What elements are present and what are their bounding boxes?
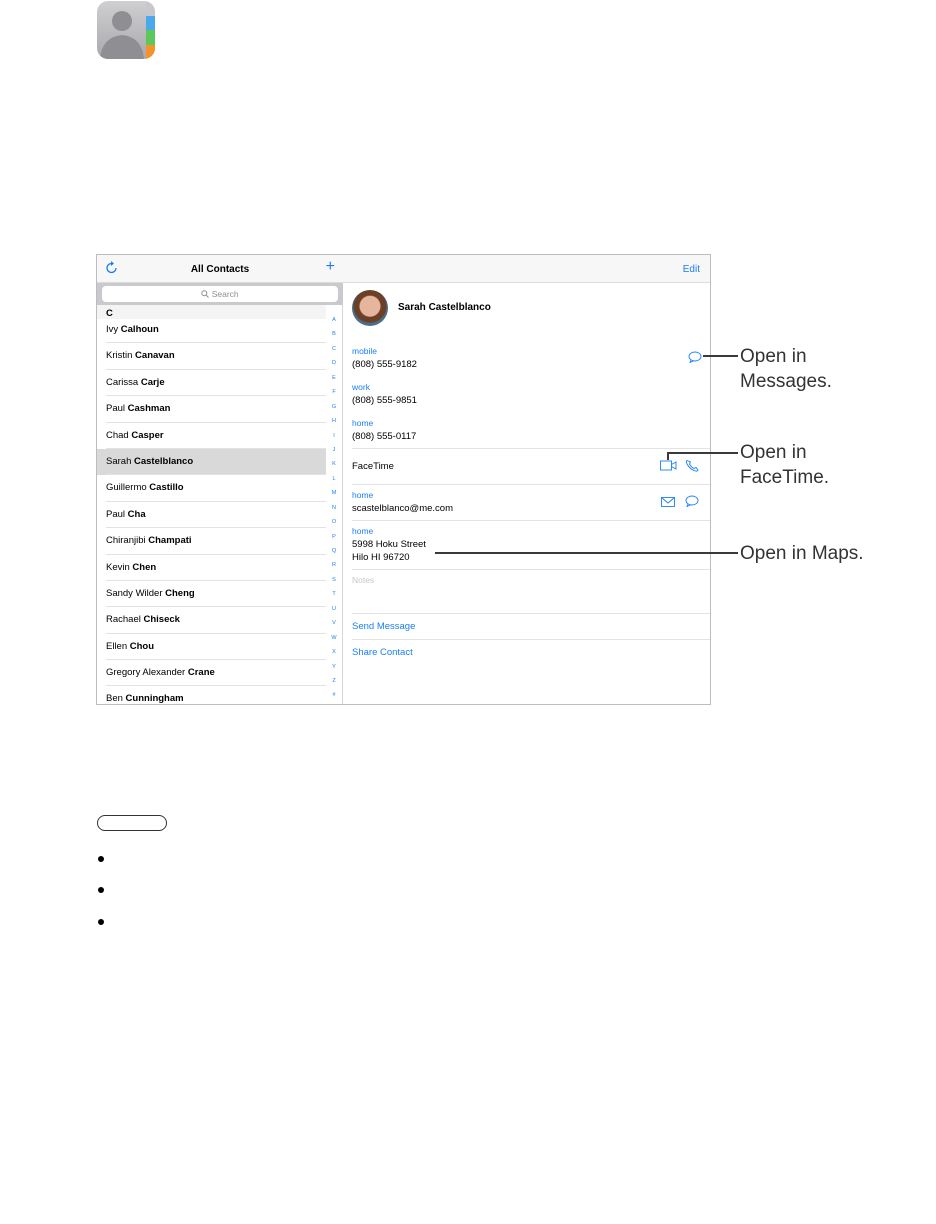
email-value[interactable]: scastelblanco@me.com: [352, 503, 453, 514]
contact-row[interactable]: [97, 555, 326, 581]
bullet-point: [98, 919, 104, 925]
index-letter[interactable]: X: [332, 649, 336, 656]
share-contact-button[interactable]: Share Contact: [352, 647, 413, 658]
contact-row[interactable]: [97, 686, 326, 705]
address-line2[interactable]: Hilo HI 96720: [352, 552, 410, 563]
contact-last-name: Champati: [148, 535, 192, 547]
contact-last-name: Calhoun: [120, 324, 159, 335]
contact-first-name: Carissa: [106, 376, 139, 388]
edit-button[interactable]: Edit: [682, 264, 700, 275]
callout-leader-facetime: [667, 452, 738, 454]
index-letter[interactable]: J: [332, 446, 336, 453]
callout-leader-messages: [703, 355, 738, 357]
send-message-button[interactable]: Send Message: [352, 621, 416, 632]
note-pill: [97, 815, 167, 831]
index-letter[interactable]: V: [332, 620, 336, 627]
contact-detail-pane: [343, 255, 711, 705]
phone-value-work[interactable]: (808) 555-9851: [352, 395, 417, 406]
contact-row[interactable]: [97, 607, 326, 633]
bullet-point: [98, 887, 104, 893]
contact-last-name: Cashman: [127, 403, 171, 415]
index-letter[interactable]: R: [332, 562, 336, 569]
tab-color: [146, 45, 155, 60]
contacts-app-icon: [97, 1, 155, 59]
index-letter[interactable]: C: [332, 345, 336, 352]
detail-header: [343, 255, 711, 283]
contacts-screenshot: [96, 254, 711, 705]
contact-first-name: Chad: [106, 429, 129, 441]
contact-rows: [97, 317, 326, 705]
search-bar: [97, 283, 343, 305]
tab-color: [146, 1, 155, 16]
message-bubble-icon[interactable]: [685, 495, 699, 507]
tab-color: [146, 30, 155, 45]
phone-value-home[interactable]: (808) 555-0117: [352, 431, 417, 442]
add-contact-button[interactable]: +: [325, 258, 335, 275]
index-letter[interactable]: S: [332, 576, 336, 583]
search-input[interactable]: [102, 286, 338, 302]
section-header: C: [97, 305, 326, 319]
index-letter[interactable]: Z: [332, 677, 336, 684]
index-letter[interactable]: T: [332, 591, 336, 598]
contact-last-name: Casper: [131, 429, 164, 441]
index-letter[interactable]: M: [331, 490, 337, 497]
notes-field[interactable]: Notes: [352, 575, 375, 585]
search-icon: [201, 290, 209, 298]
callout-facetime-line2: FaceTime.: [740, 467, 830, 488]
phone-label-mobile: mobile: [352, 346, 378, 356]
callout-messages-line1: Open in: [740, 346, 807, 367]
divider: [352, 448, 711, 449]
index-letter[interactable]: N: [332, 504, 336, 511]
list-header: [97, 255, 343, 283]
contact-last-name: Chen: [132, 561, 157, 573]
callout-facetime: [740, 440, 829, 490]
index-letter[interactable]: G: [331, 403, 337, 410]
index-letter[interactable]: Q: [331, 548, 337, 554]
facetime-label: FaceTime: [352, 461, 394, 472]
contacts-list-pane: [97, 255, 343, 705]
tab-color: [146, 16, 155, 31]
contact-row[interactable]: [97, 396, 326, 422]
index-letter[interactable]: A: [332, 317, 336, 323]
alphabet-index[interactable]: [328, 313, 340, 703]
contact-first-name: Chiranjibi: [106, 535, 146, 547]
app-icon-tabs: [146, 1, 155, 59]
contact-row[interactable]: [97, 581, 326, 607]
index-letter[interactable]: U: [332, 605, 336, 612]
index-letter[interactable]: Y: [332, 663, 336, 670]
phone-icon[interactable]: [685, 459, 699, 472]
divider: [352, 569, 711, 570]
contact-first-name: Sarah: [106, 455, 132, 467]
divider: [352, 639, 711, 640]
contact-first-name: Paul: [106, 403, 126, 415]
contact-row[interactable]: [97, 343, 326, 369]
address-label: home: [352, 526, 374, 536]
index-letter[interactable]: L: [332, 475, 336, 482]
callout-messages-line2: Messages.: [740, 371, 832, 392]
contact-last-name: Chou: [129, 640, 155, 652]
contact-last-name: Canavan: [135, 350, 175, 362]
list-title: All Contacts: [190, 264, 250, 275]
index-letter[interactable]: D: [332, 360, 336, 367]
contact-row[interactable]: [97, 449, 326, 475]
search-placeholder: Search: [211, 289, 239, 299]
contact-first-name: Sandy Wilder: [106, 587, 163, 599]
contact-row[interactable]: [97, 528, 326, 554]
contact-last-name: Cha: [127, 508, 146, 520]
contact-row[interactable]: [97, 423, 326, 449]
contact-first-name: Ben: [106, 693, 123, 705]
divider: [352, 613, 711, 614]
contact-last-name: Cheng: [165, 587, 195, 599]
contact-row[interactable]: [97, 370, 326, 396]
index-letter[interactable]: F: [332, 389, 336, 396]
divider: [352, 484, 711, 485]
contact-first-name: Rachael: [106, 614, 141, 626]
index-letter[interactable]: E: [332, 374, 336, 381]
contact-last-name: Crane: [187, 667, 215, 679]
contact-first-name: Ellen: [106, 640, 128, 652]
index-letter[interactable]: O: [331, 519, 337, 526]
contact-first-name: Gregory Alexander: [106, 667, 186, 679]
index-letter[interactable]: K: [332, 461, 336, 468]
phone-label-home: home: [352, 418, 374, 428]
contact-first-name: Ivy: [106, 324, 119, 335]
contact-first-name: Guillermo: [106, 482, 147, 494]
callout-maps: Open in Maps.: [740, 543, 864, 564]
contact-row[interactable]: [97, 634, 326, 660]
message-bubble-icon[interactable]: [688, 351, 702, 363]
address-line1[interactable]: 5998 Hoku Street: [352, 539, 426, 550]
index-letter[interactable]: P: [332, 533, 336, 540]
index-letter[interactable]: H: [332, 418, 336, 425]
avatar: [352, 290, 388, 326]
contact-first-name: Kevin: [106, 561, 130, 573]
callout-facetime-line1: Open in: [740, 442, 807, 463]
index-letter[interactable]: #: [332, 692, 336, 699]
phone-label-work: work: [352, 382, 370, 392]
divider: [352, 520, 711, 521]
index-letter[interactable]: I: [333, 432, 335, 439]
callout-messages: [740, 344, 832, 394]
contact-last-name: Chiseck: [143, 614, 180, 626]
contact-row[interactable]: [97, 317, 326, 343]
mail-icon[interactable]: [661, 497, 675, 507]
index-letter[interactable]: B: [332, 331, 336, 338]
contact-row[interactable]: [97, 660, 326, 686]
email-label: home: [352, 490, 374, 500]
contact-first-name: Paul: [106, 508, 126, 520]
contact-last-name: Castillo: [149, 482, 184, 494]
contact-last-name: Carje: [140, 376, 165, 388]
contact-row[interactable]: [97, 475, 326, 501]
contact-row[interactable]: [97, 502, 326, 528]
contact-last-name: Castelblanco: [134, 455, 194, 467]
bullet-point: [98, 856, 104, 862]
contact-last-name: Cunningham: [125, 693, 184, 705]
phone-value-mobile[interactable]: (808) 555-9182: [352, 359, 417, 370]
contact-first-name: Kristin: [106, 350, 133, 362]
contact-name: Sarah Castelblanco: [398, 302, 491, 313]
index-letter[interactable]: W: [331, 634, 337, 641]
callout-leader-maps: [435, 552, 738, 554]
facetime-video-icon[interactable]: [660, 460, 677, 471]
